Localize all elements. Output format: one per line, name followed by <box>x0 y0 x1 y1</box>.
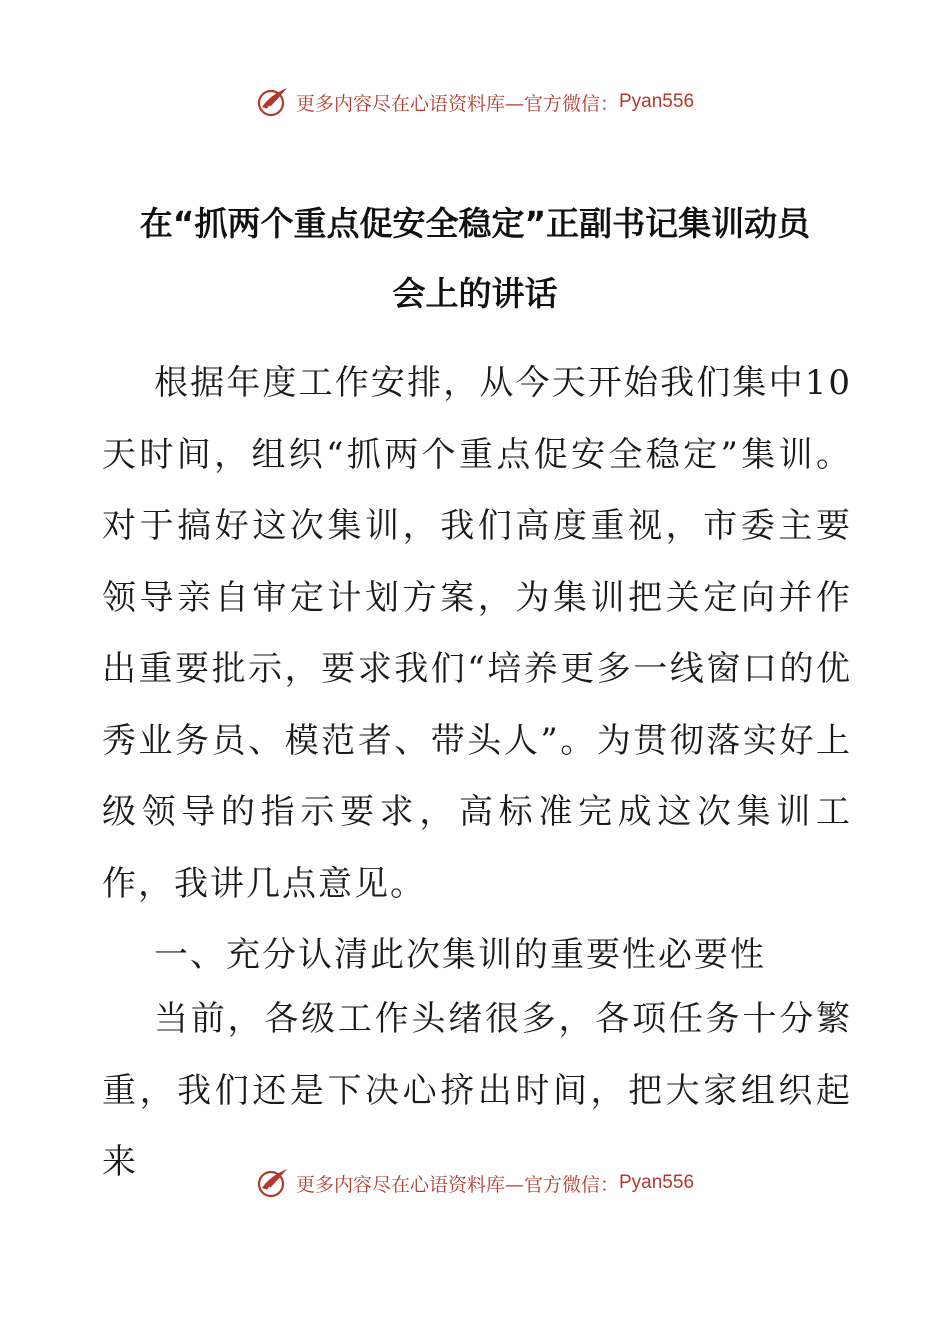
body-paragraph: 根据年度工作安排，从今天开始我们集中10天时间，组织“抓两个重点促安全稳定”集训。对于搞好这次集训，我们高度重视，市委主要领导亲自审定计划方案，为集训把关定向并作出重要批示，要求我们“培养更多一线窗口的优秀业务员、模范者、带头人”。为贯彻落实好上级领导的指示要求，高标准完成这次集训工作，我讲几点意见。 <box>102 363 852 904</box>
watermark-header <box>0 82 950 122</box>
watermark-wechat-id: Pyan556 <box>619 91 695 112</box>
section-heading: 一、充分认清此次集训的重要性必要性 <box>154 935 766 975</box>
document-title-line1: 在“抓两个重点促安全稳定”正副书记集训动员 <box>139 204 811 243</box>
quill-logo-icon <box>256 1166 290 1200</box>
body-paragraph: 当前，各级工作头绪很多，各项任务十分繁重，我们还是下决心挤出时间，把大家组织起来 <box>102 999 852 1182</box>
watermark-text: 更多内容尽在心语资料库—官方微信： <box>295 1173 619 1196</box>
document-title-line2: 会上的讲话 <box>392 274 558 313</box>
watermark-text: 更多内容尽在心语资料库—官方微信： <box>295 92 619 115</box>
quill-logo-icon <box>256 85 290 119</box>
watermark-footer <box>0 1163 950 1203</box>
watermark-wechat-id: Pyan556 <box>619 1172 695 1193</box>
